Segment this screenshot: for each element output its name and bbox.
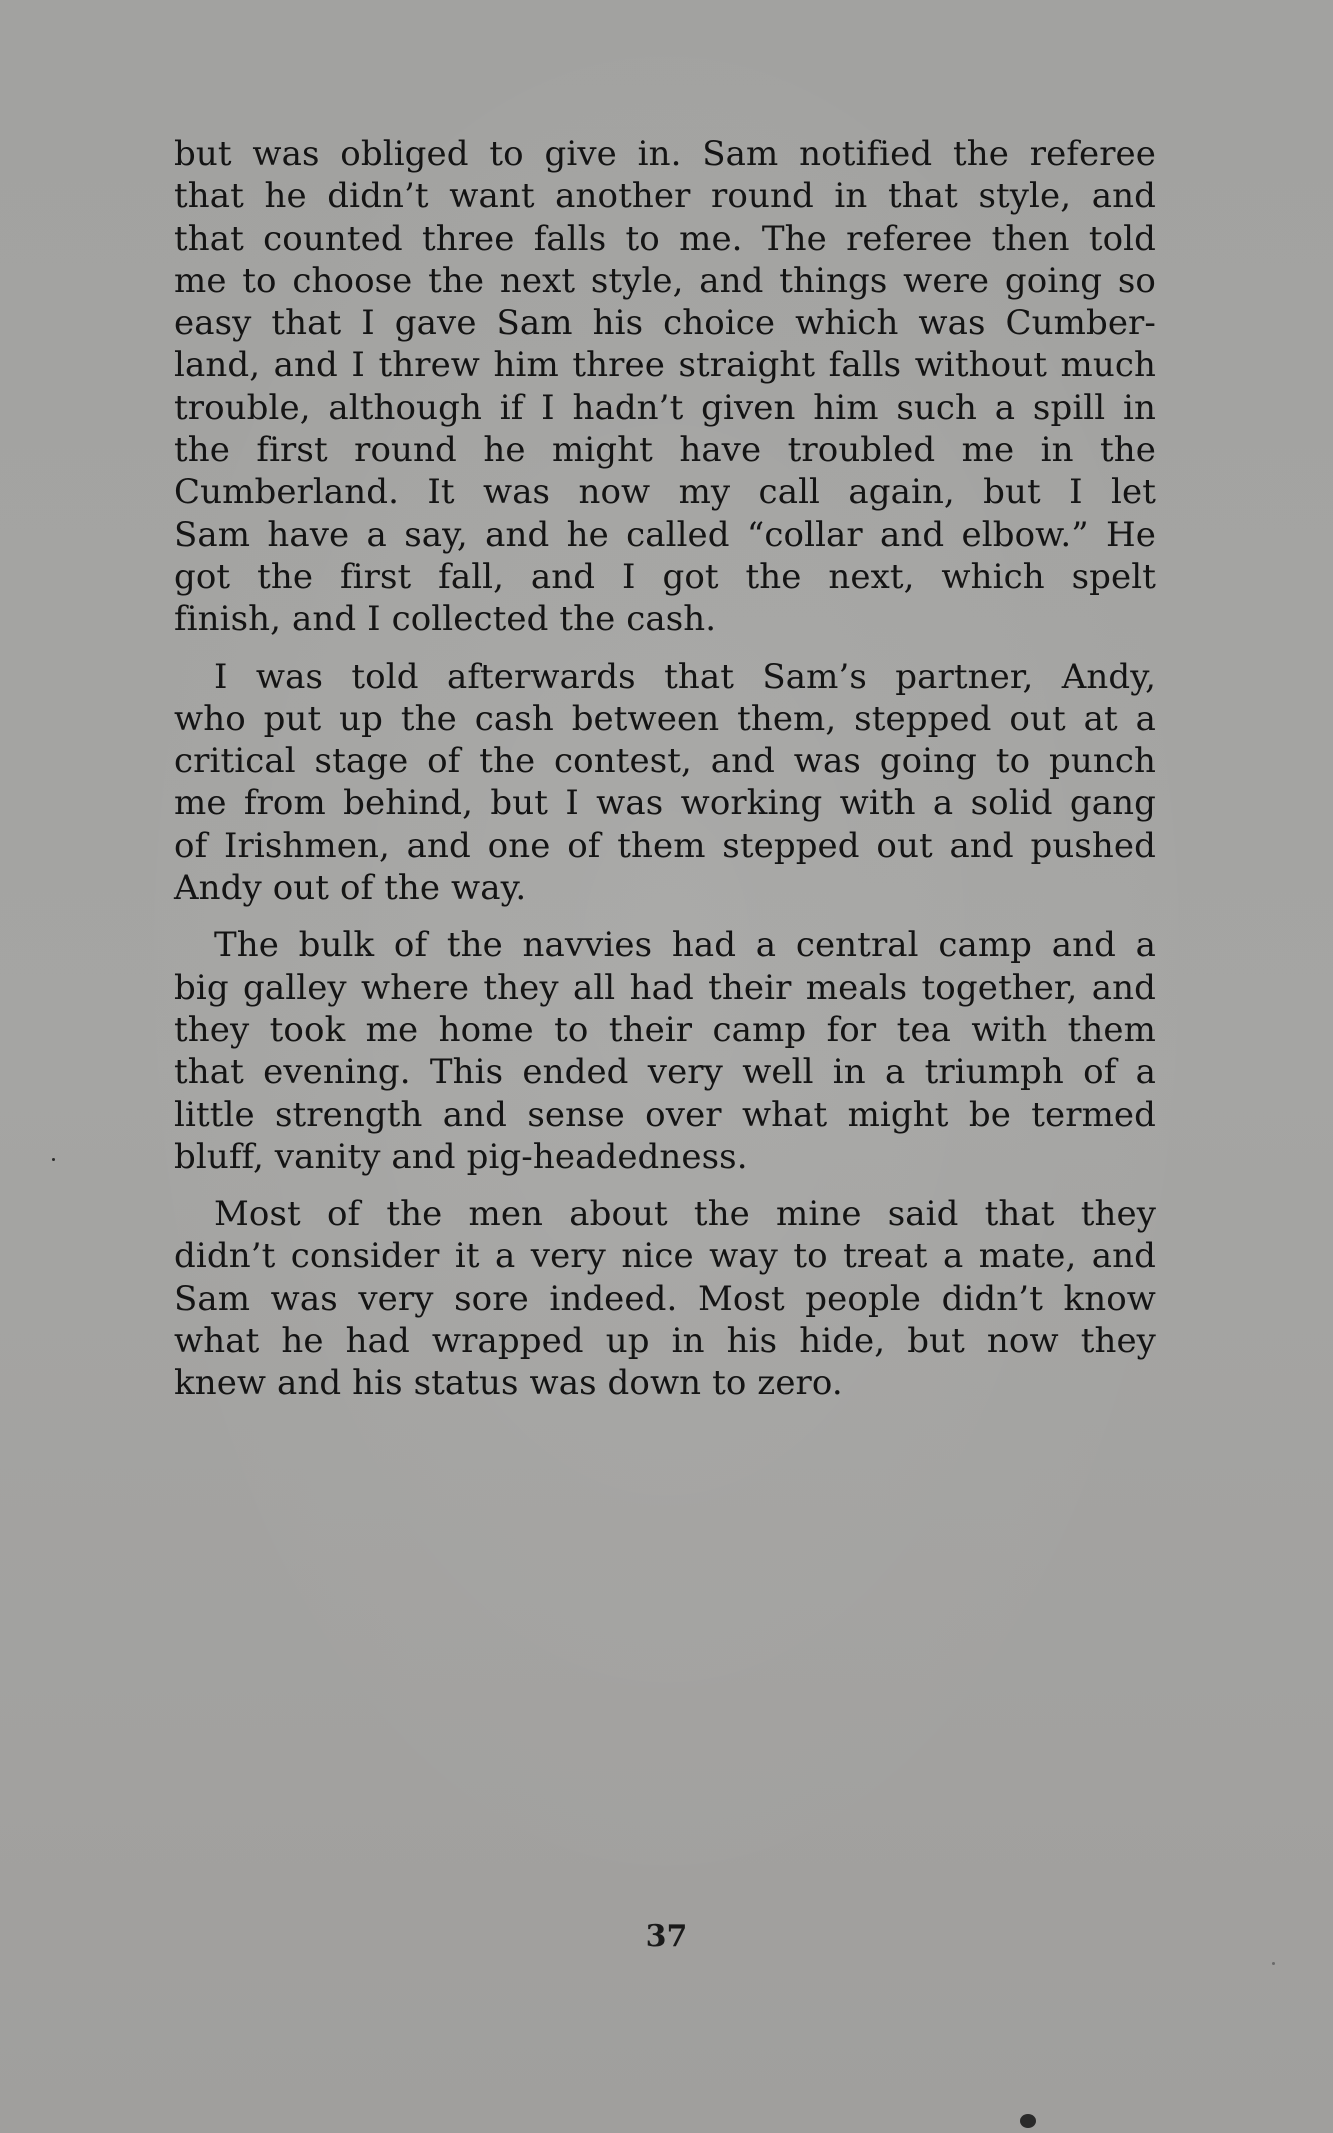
text-line: that evening. This ended very well in a triumph of a bbox=[174, 1052, 1156, 1093]
text-line: The bulk of the navvies had a central camp and a bbox=[214, 925, 1156, 966]
text-line: who put up the cash between them, stepped out at a bbox=[174, 698, 1156, 739]
body-text bbox=[174, 133, 1156, 1420]
paragraph bbox=[174, 133, 1156, 641]
paper-speck bbox=[1272, 1962, 1275, 1965]
text-line: got the first fall, and I got the next, which spelt bbox=[174, 556, 1156, 597]
text-line: knew and his status was down to zero. bbox=[174, 1363, 843, 1404]
text-line: didn’t consider it a very nice way to treat a mate, and bbox=[174, 1236, 1156, 1277]
text-line: me from behind, but I was working with a solid gang bbox=[174, 783, 1156, 824]
text-line: they took me home to their camp for tea with them bbox=[174, 1009, 1156, 1050]
text-line: bluff, vanity and pig-headedness. bbox=[174, 1136, 748, 1177]
text-line: Sam was very sore indeed. Most people didn’t know bbox=[174, 1278, 1156, 1319]
text-line: of Irishmen, and one of them stepped out and pushed bbox=[174, 825, 1156, 866]
paragraph bbox=[174, 656, 1156, 910]
paragraph bbox=[174, 1193, 1156, 1404]
paragraph bbox=[174, 924, 1156, 1178]
text-line: land, and I threw him three straight falls without much bbox=[174, 345, 1156, 386]
text-line: me to choose the next style, and things were going so bbox=[174, 260, 1156, 301]
text-line: Andy out of the way. bbox=[174, 868, 527, 909]
paper-speck bbox=[1020, 2114, 1036, 2128]
text-line: Sam have a say, and he called “collar and elbow.” He bbox=[174, 514, 1156, 555]
text-line: what he had wrapped up in his hide, but now they bbox=[174, 1321, 1156, 1362]
text-line: I was told afterwards that Sam’s partner, Andy, bbox=[214, 656, 1156, 697]
text-line: critical stage of the contest, and was going to punch bbox=[174, 741, 1156, 782]
text-line: Most of the men about the mine said that they bbox=[214, 1194, 1156, 1235]
text-line: the first round he might have troubled me in the bbox=[174, 430, 1156, 471]
text-line: finish, and I collected the cash. bbox=[174, 599, 717, 640]
page-number: 37 bbox=[645, 1919, 688, 1954]
text-line: easy that I gave Sam his choice which was Cumber- bbox=[174, 303, 1156, 344]
text-line: big galley where they all had their meals together, and bbox=[174, 967, 1156, 1008]
text-line: that counted three falls to me. The referee then told bbox=[174, 218, 1156, 259]
text-line: Cumberland. It was now my call again, but I let bbox=[174, 472, 1156, 513]
text-line: but was obliged to give in. Sam notified the referee bbox=[174, 134, 1156, 174]
text-line: trouble, although if I hadn’t given him such a spill in bbox=[174, 387, 1156, 428]
paper-speck bbox=[52, 1158, 55, 1161]
text-line: that he didn’t want another round in that style, and bbox=[174, 176, 1156, 217]
text-line: little strength and sense over what might be termed bbox=[174, 1094, 1156, 1135]
